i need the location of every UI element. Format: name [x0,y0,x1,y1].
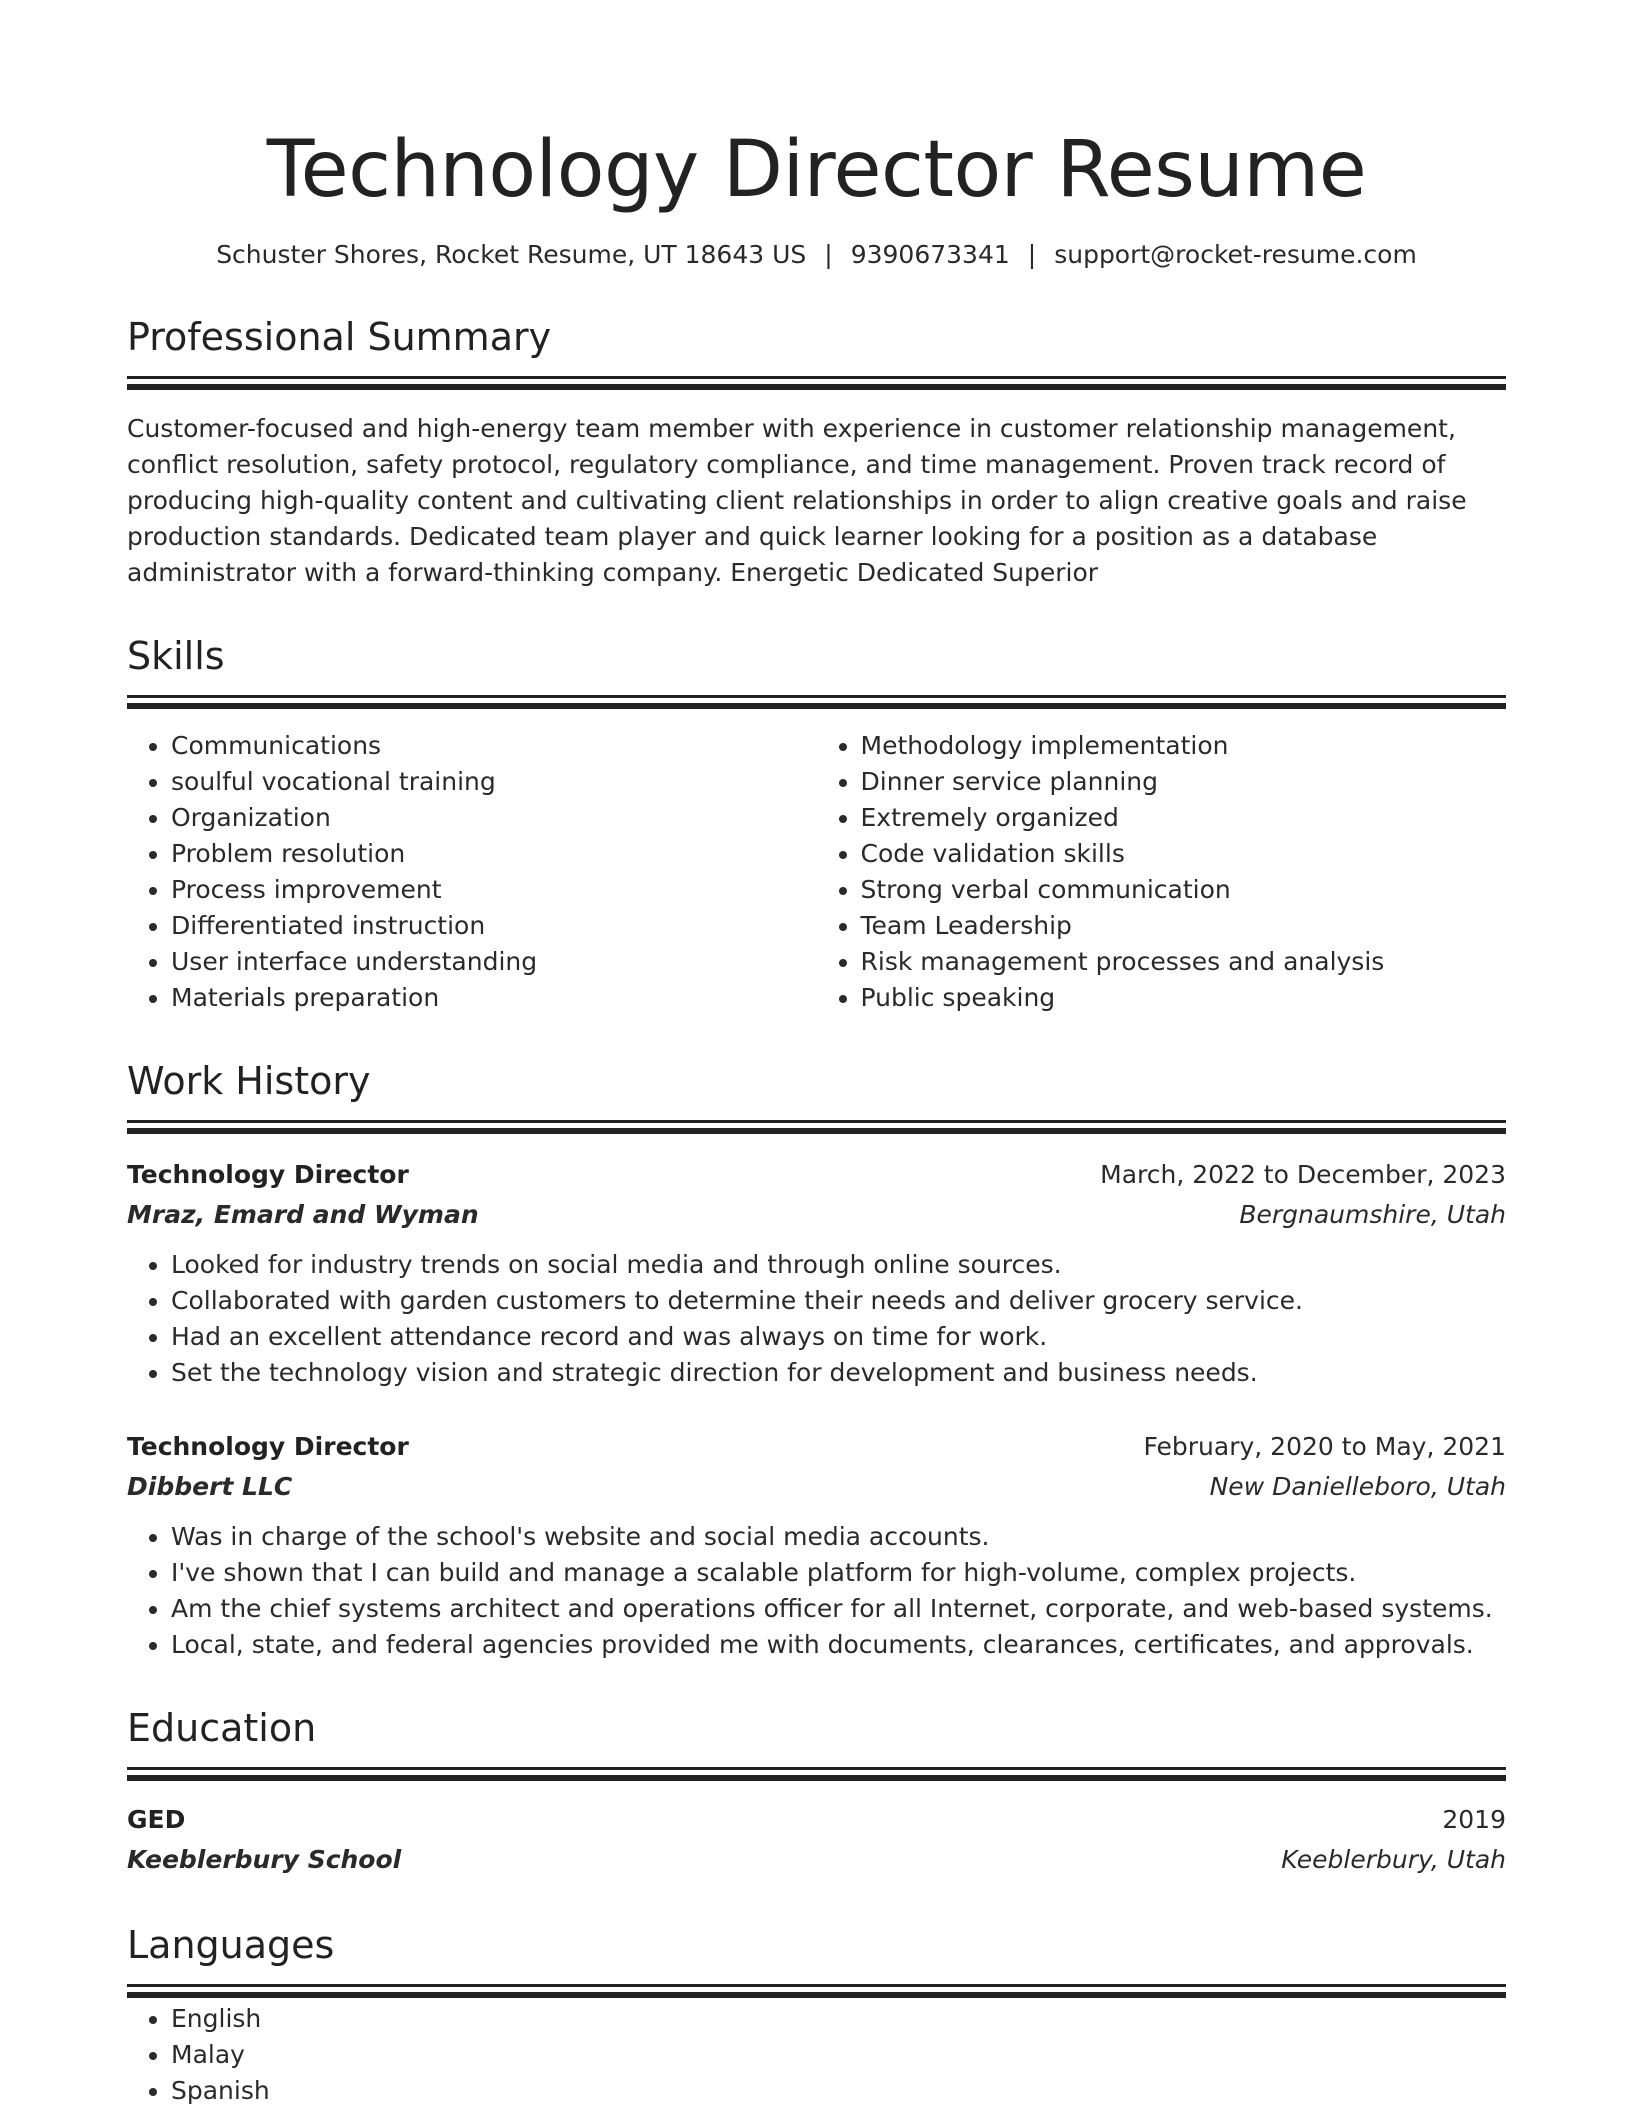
skill-item: • Problem resolution [171,836,817,872]
resume-title: Technology Director Resume [266,125,1367,215]
skill-item: • Materials preparation [171,980,817,1016]
job-bullet: • Collaborated with garden customers to determine their needs and deliver grocery service. [171,1283,1506,1319]
job-bullet: • Local, state, and federal agencies provided me with documents, clearances, certificates, and approvals. [171,1627,1506,1663]
education-school: Keeblerbury School [127,1845,402,1874]
skills-list [127,728,1506,1016]
skills-column-right [817,728,1507,1016]
job-company: Dibbert LLC [127,1472,293,1501]
job-entry [127,1427,1506,1663]
contact-separator: | [824,240,833,269]
job-location: Bergnaumshire, Utah [1239,1200,1506,1229]
job-title: Technology Director [127,1432,409,1461]
skill-item: • Risk management processes and analysis [861,944,1507,980]
job-bullet: • Was in charge of the school's website and social media accounts. [171,1519,1506,1555]
contact-phone: 9390673341 [850,240,1010,269]
job-bullet: • Looked for industry trends on social media and through online sources. [171,1247,1506,1283]
job-bullets [127,1247,1506,1391]
education-degree: GED [127,1805,186,1834]
education-school-row [127,1840,1506,1880]
skill-item: • Dinner service planning [861,764,1507,800]
section-divider [127,1120,1506,1123]
skill-item: • Differentiated instruction [171,908,817,944]
job-bullet: • Set the technology vision and strategic direction for development and business needs. [171,1355,1506,1391]
job-company-row [127,1467,1506,1507]
job-header-row [127,1155,1506,1195]
section-heading-education: Education [127,1706,317,1750]
job-bullets [127,1519,1506,1663]
skill-item: • Organization [171,800,817,836]
contact-email: support@rocket-resume.com [1054,240,1417,269]
job-bullet: • Am the chief systems architect and operations officer for all Internet, corporate, and web-based systems. [171,1591,1506,1627]
skill-item: • Extremely organized [861,800,1507,836]
education-year: 2019 [1442,1805,1506,1834]
summary-text: Customer-focused and high-energy team member with experience in customer relationship management, conflict resolution, safety protocol, regulatory compliance, and time management. Proven track record of producing high-quality content and cultivating client relationships in order to align creative goals and raise production standards. Dedicated team player and quick learner looking for a position as a database administrator with a forward-thinking company. Energetic Dedicated Superior [127,414,1467,587]
skill-item: • User interface understanding [171,944,817,980]
job-entry [127,1155,1506,1391]
job-bullet: • Had an excellent attendance record and was always on time for work. [171,1319,1506,1355]
skill-item: • Communications [171,728,817,764]
language-item: • English [171,2001,1506,2037]
section-divider [127,1984,1506,1987]
section-divider [127,695,1506,698]
job-location: New Danielleboro, Utah [1209,1472,1506,1501]
section-heading-languages: Languages [127,1923,335,1967]
language-item: • Spanish [171,2073,1506,2109]
job-title: Technology Director [127,1160,409,1189]
language-item: • Malay [171,2037,1506,2073]
job-company: Mraz, Emard and Wyman [127,1200,479,1229]
section-divider [127,376,1506,379]
languages-list [127,2001,1506,2109]
skill-item: • Code validation skills [861,836,1507,872]
job-header-row [127,1427,1506,1467]
education-location: Keeblerbury, Utah [1281,1845,1506,1874]
contact-address: Schuster Shores, Rocket Resume, UT 18643 US [216,240,807,269]
contact-separator: | [1027,240,1037,269]
job-company-row [127,1195,1506,1235]
education-entry [127,1800,1506,1880]
job-dates: March, 2022 to December, 2023 [1100,1160,1506,1189]
job-bullet: • I've shown that I can build and manage a scalable platform for high-volume, complex projects. [171,1555,1506,1591]
skill-item: • Team Leadership [861,908,1507,944]
contact-line [127,238,1506,272]
section-heading-work: Work History [127,1059,371,1103]
skill-item: • Methodology implementation [861,728,1507,764]
skill-item: • Strong verbal communication [861,872,1507,908]
skill-item: • Process improvement [171,872,817,908]
skill-item: • soulful vocational training [171,764,817,800]
skills-column-left [127,728,817,1016]
education-header-row [127,1800,1506,1840]
section-divider [127,1767,1506,1770]
section-heading-summary: Professional Summary [127,315,552,359]
job-dates: February, 2020 to May, 2021 [1143,1432,1506,1461]
skill-item: • Public speaking [861,980,1507,1016]
section-heading-skills: Skills [127,634,225,678]
